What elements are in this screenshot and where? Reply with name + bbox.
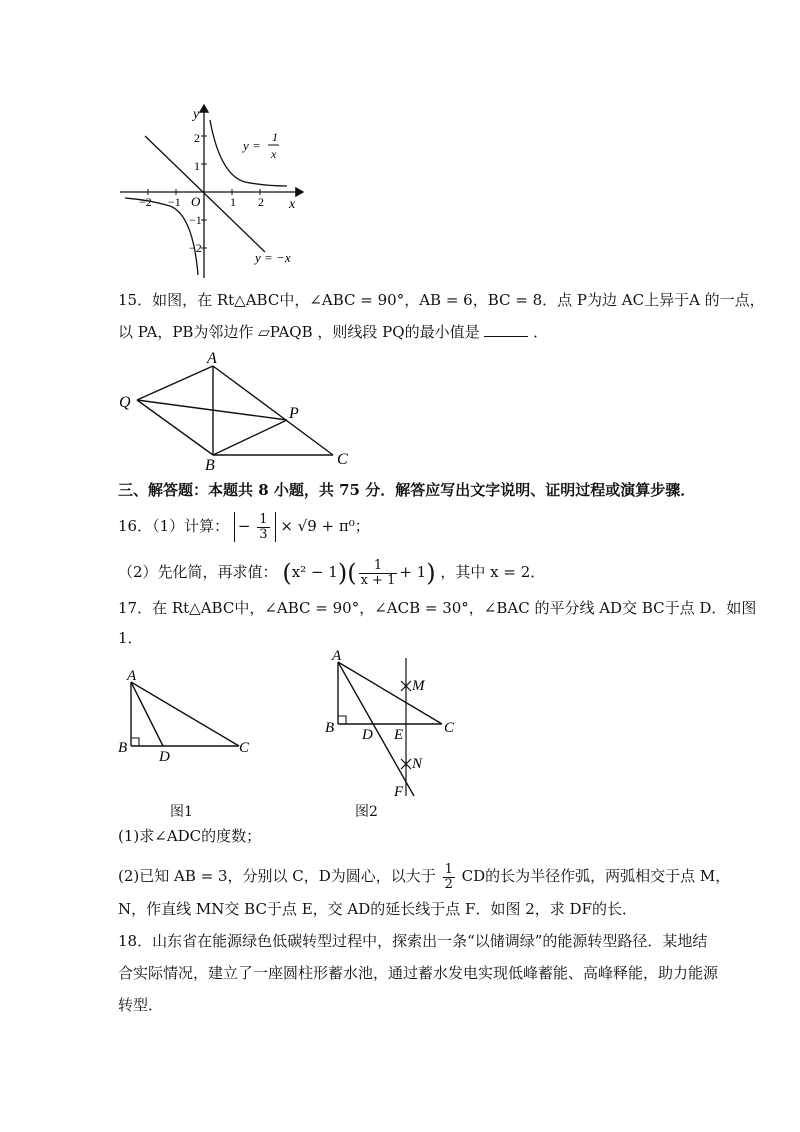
point-P: P: [289, 405, 299, 422]
point-F: F: [394, 784, 404, 800]
point-C: C: [239, 740, 250, 756]
x-tick-label: 1: [230, 195, 236, 209]
q16-part1: [118, 512, 370, 540]
parallelogram-symbol: ▱PAQB: [258, 323, 313, 341]
point-A: A: [332, 650, 342, 664]
absolute-value: − $\frac{1}{3}$: [234, 512, 276, 542]
q17-figure2: [322, 650, 462, 800]
q17-figure1: [115, 670, 255, 765]
fraction: $\frac{1}{3}$: [259, 511, 268, 542]
function-graph: [115, 100, 315, 280]
inner-fraction: $\frac{1}{x + 1}$: [360, 557, 396, 588]
line-y-neg-x: [145, 136, 265, 252]
point-Q: Q: [119, 394, 131, 411]
curve-label-num: 1: [272, 130, 278, 144]
point-A: A: [127, 670, 137, 684]
answer-blank[interactable]: [484, 322, 528, 337]
point-C: C: [337, 451, 348, 468]
q17-sub2-line2: N，作直线 MN交 BC于点 E，交 AD的延长线于点 F．如图 2，求 DF的长．: [118, 900, 637, 918]
figure2-caption: 图2: [355, 804, 378, 820]
x-tick-label: −1: [168, 195, 181, 209]
q15-line2: [118, 322, 548, 342]
factor1: x² − 1: [291, 563, 338, 581]
x-axis-label: x: [289, 197, 296, 212]
curve-label: y =: [243, 138, 261, 153]
q17-line2: 1．: [118, 629, 143, 647]
q16-part1-post: × √9 + π⁰；: [280, 517, 370, 535]
origin-label: O: [191, 194, 201, 209]
point-N: N: [412, 756, 423, 772]
point-A: A: [207, 352, 217, 367]
q15-line2-end: ．: [533, 323, 549, 341]
q18-line2: 合实际情况，建立了一座圆柱形蓄水池，通过蓄水发电实现低峰蓄能、高峰释能，助力能源: [118, 964, 719, 982]
q17-sub2: (2)已知 AB = 3，分别以 C，D为圆心，以大于 $\frac{1}{2}$ CD的长为半径作弧，两弧相交于点 M，: [118, 861, 731, 892]
q16-part2-pre: （2）先化简，再求值：: [118, 563, 278, 581]
y-axis-label: y: [193, 107, 200, 122]
y-tick-label: −2: [189, 241, 202, 255]
y-tick-label: 2: [194, 131, 200, 145]
q15-line2-post: ，则线段 PQ的最小值是: [317, 323, 480, 341]
y-tick-label: 1: [194, 159, 200, 173]
q15-line2-pre: 以 PA，PB为邻边作: [118, 323, 254, 341]
x-tick-label: −2: [139, 195, 152, 209]
point-B: B: [205, 457, 215, 474]
y-tick-label: −1: [189, 213, 202, 227]
q16-part2: （2）先化简，再求值： (x² − 1)( $\frac{1}{x + 1}$ + 1) ，其中 x = 2．: [118, 557, 546, 588]
point-M: M: [412, 678, 425, 694]
point-D: D: [159, 749, 170, 765]
line-label: y = −x: [255, 250, 291, 265]
q18-line3: 转型．: [118, 996, 164, 1014]
curve-label-den: x: [271, 147, 277, 161]
point-B: B: [118, 740, 128, 756]
q16-part1-pre: 16．（1）计算：: [118, 517, 230, 535]
q18-line1: 18．山东省在能源绿色低碳转型过程中，探索出一条“以储调绿”的能源转型路径．某地结: [118, 932, 708, 950]
q15-line1: 15．如图，在 Rt△ABC中，∠ABC = 90°，AB = 6，BC = 8．点 P为边 AC上异于A 的一点，: [118, 291, 765, 309]
point-B: B: [325, 720, 335, 736]
figure1-caption: 图1: [170, 804, 193, 820]
hyperbola-branch-2: [125, 198, 198, 275]
point-C: C: [444, 720, 455, 736]
fraction: $\frac{1}{2}$: [444, 861, 453, 892]
q17-line1: 17．在 Rt△ABC中，∠ABC = 90°，∠ACB = 30°，∠BAC 的平分线 AD交 BC于点 D．如图: [118, 599, 757, 617]
point-D: D: [362, 727, 373, 743]
point-E: E: [394, 727, 404, 743]
q17-sub1: (1)求∠ADC的度数；: [118, 827, 262, 845]
x-tick-label: 2: [258, 195, 264, 209]
q15-figure: [115, 352, 355, 474]
section-heading: 三、解答题：本题共 8 小题，共 75 分．解答应写出文字说明、证明过程或演算步骤．: [118, 481, 696, 499]
q16-part2-post: ，其中 x = 2．: [440, 563, 546, 581]
